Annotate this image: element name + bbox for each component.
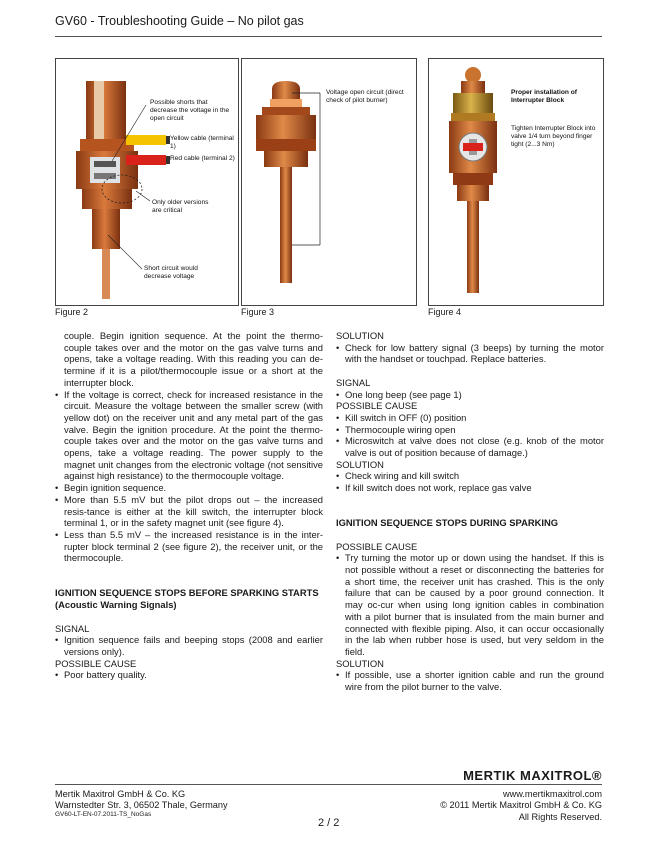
figure-4-caption: Figure 4 [428, 307, 462, 317]
footer-company: Mertik Maxitrol GmbH & Co. KG [55, 789, 186, 799]
bullet-less-than: • Less than 5.5 mV – the increased resistance is in the inter-rupter block terminal 2 (see figure 2), the receiver unit, or the thermocouple. [55, 529, 323, 564]
solution-label: SOLUTION [336, 657, 384, 669]
footer-doc-code: GV60-LT-EN-07.2011-TS_NoGas [55, 811, 152, 818]
possible-cause-item: • Poor battery quality. [55, 669, 323, 681]
cause-item: • Thermocouple wiring open [336, 424, 604, 436]
footer-address: Warnstedter Str. 3, 06502 Thale, Germany [55, 800, 228, 811]
page-header-title: GV60 - Troubleshooting Guide – No pilot gas [55, 14, 304, 28]
footer-copyright: © 2011 Mertik Maxitrol GmbH & Co. KG [440, 800, 602, 811]
fig2-annotation-yellow-cable: Yellow cable (terminal 1) [170, 135, 234, 150]
figure-2-caption: Figure 2 [55, 307, 89, 317]
footer-contact-block [440, 789, 602, 823]
section-title-before-sparking: IGNITION SEQUENCE STOPS BEFORE SPARKING STARTS (Acoustic Warning Signals) [55, 587, 319, 611]
fig2-annotation-shorts: Possible shorts that decrease the voltage in the open circuit [150, 99, 230, 122]
signal-label: SIGNAL [336, 376, 371, 388]
footer-rights: All Rights Reserved. [518, 811, 602, 822]
figure-3-caption: Figure 3 [241, 307, 275, 317]
footer-divider [55, 784, 602, 785]
signal-item: • One long beep (see page 1) [336, 389, 604, 401]
solution-item: • If kill switch does not work, replace gas valve [336, 482, 604, 494]
possible-cause-label: POSSIBLE CAUSE [336, 400, 418, 412]
intro-paragraph: couple. Begin ignition sequence. At the point the thermo-couple takes over and the motor on the gas valve turns and opens, take a voltage reading. With this reading you can de-termine if it is a pilot/thermocouple issue or a short at the interrupter block. [64, 330, 323, 388]
fig2-annotation-red-cable: Red cable (terminal 2) [170, 155, 235, 162]
left-text-column [55, 330, 323, 681]
possible-cause-label: POSSIBLE CAUSE [55, 657, 137, 669]
possible-cause-label: POSSIBLE CAUSE [336, 540, 418, 552]
bullet-voltage-correct: • If the voltage is correct, check for increased resistance in the circuit. Measure the voltage between the smaller screw (with yellow dot) on the receiver unit and any metal part of the gas valve. Begin the ignition procedure. At the point the thermo-couple takes over and the motor on the gas valve turns and opens, take a voltage reading. The power supply to the magnet unit changes from the electronic voltage (not sensitive against high resistance) to the thermocouple voltage. [55, 389, 323, 483]
header-divider [55, 36, 602, 37]
figure-3 [241, 58, 417, 306]
section-title-during-sparking: IGNITION SEQUENCE STOPS DURING SPARKING [336, 517, 559, 529]
solution-label: SOLUTION [336, 458, 384, 470]
solution-item: • Check for low battery signal (3 beeps) by turning the motor with the handset or touchpad. Replace batteries. [336, 342, 604, 365]
fig3-annotation-voltage: Voltage open circuit (direct check of pilot burner) [326, 89, 404, 104]
bullet-more-than: • More than 5.5 mV but the pilot drops out – the increased resis-tance is either at the kill switch, the interrupter block terminal 1, or in the safety magnet unit (see figure 4). [55, 494, 323, 529]
signal-label: SIGNAL [55, 622, 90, 634]
cause-item: • Try turning the motor up or down using the handset. If this is not possible without a reset or disconnecting the batteries for a short time, the receiver unit has crashed. This is the only failure that can be caused by a poor ground connection. It may oc-cur when using long ignition cables in combination with a pilot burner that is insulated from the main burner and connected with flexible piping. Also, it can occur occasionally in the lab when rubber hose is used, but very seldom in the field. [336, 552, 604, 657]
right-text-column [336, 330, 604, 693]
solution-item: • If possible, use a shorter ignition cable and run the ground wire from the pilot burner to the valve. [336, 669, 604, 692]
solution-item: • Check wiring and kill switch [336, 470, 604, 482]
page-number: 2 / 2 [318, 817, 340, 829]
cause-item: • Kill switch in OFF (0) position [336, 412, 604, 424]
figure-4 [428, 58, 604, 306]
solution-label: SOLUTION [336, 330, 384, 341]
fig4-annotation-tighten: Tighten Interrupter Block into valve 1/4 turn beyond finger tight (2...3 Nm) [511, 125, 596, 148]
signal-item: • Ignition sequence fails and beeping stops (2008 and earlier versions only). [55, 634, 323, 657]
footer-website[interactable]: www.mertikmaxitrol.com [502, 789, 602, 799]
bullet-begin-ignition: • Begin ignition sequence. [55, 482, 323, 494]
figure-2 [55, 58, 239, 306]
cause-item: • Microswitch at valve does not close (e.g. knob of the motor valve is out of position because of damage.) [336, 435, 604, 458]
footer-address-block [55, 789, 228, 812]
fig4-annotation-proper-installation: Proper installation of Interrupter Block [511, 89, 577, 104]
company-logo: MERTIK MAXITROL® [463, 768, 602, 783]
fig2-annotation-older-versions: Only older versions are critical [152, 199, 209, 214]
fig2-annotation-short-circuit: Short circuit would decrease voltage [144, 265, 198, 280]
